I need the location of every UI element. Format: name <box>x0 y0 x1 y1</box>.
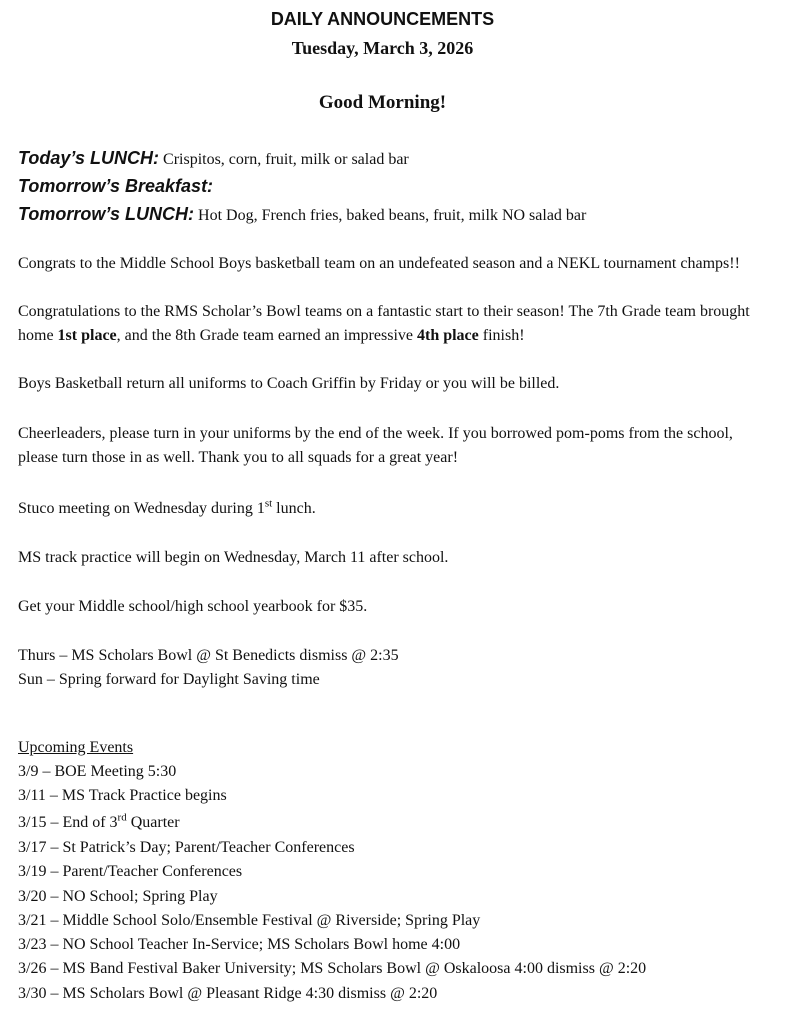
event-item: 3/23 – NO School Teacher In-Service; MS Scholars Bowl home 4:00 <box>18 936 461 953</box>
stuco-notice: Stuco meeting on Wednesday during 1st lunch. <box>18 497 316 517</box>
today-lunch <box>18 146 409 172</box>
scholars-bowl-congrats: Congratulations to the RMS Scholar’s Bowl teams on a fantastic start to their season! The 7th Grade team brought home 1st place, and the 8th Grade team earned an impressive 4th place finish! <box>18 303 750 344</box>
event-item: 3/30 – MS Scholars Bowl @ Pleasant Ridge 4:30 dismiss @ 2:20 <box>18 985 438 1002</box>
greeting: Good Morning! <box>318 92 447 113</box>
document-title: DAILY ANNOUNCEMENTS <box>270 9 495 29</box>
event-item: 3/19 – Parent/Teacher Conferences <box>18 863 243 880</box>
today-lunch-value: Crispitos, corn, fruit, milk or salad bar <box>163 151 409 168</box>
first-place: 1st place <box>57 327 117 344</box>
event-item: 3/17 – St Patrick’s Day; Parent/Teacher Conferences <box>18 839 355 856</box>
tomorrow-lunch <box>18 202 586 228</box>
uniforms-notice: Boys Basketball return all uniforms to Coach Griffin by Friday or you will be billed. <box>18 375 560 392</box>
event-item: 3/20 – NO School; Spring Play <box>18 888 218 905</box>
thurs-notice: Thurs – MS Scholars Bowl @ St Benedicts dismiss @ 2:35 <box>18 647 399 664</box>
tomorrow-breakfast <box>18 174 213 200</box>
tomorrow-lunch-label: Tomorrow’s LUNCH: <box>18 204 195 224</box>
event-item: 3/26 – MS Band Festival Baker University; MS Scholars Bowl @ Oskaloosa 4:00 dismiss @ 2:20 <box>18 960 647 977</box>
event-item: 3/11 – MS Track Practice begins <box>18 787 227 804</box>
upcoming-events-heading: Upcoming Events <box>18 739 134 756</box>
today-lunch-label: Today’s LUNCH: <box>18 148 160 168</box>
document-date: Tuesday, March 3, 2026 <box>291 38 474 58</box>
track-notice: MS track practice will begin on Wednesday, March 11 after school. <box>18 549 449 566</box>
yearbook-notice: Get your Middle school/high school yearbook for $35. <box>18 598 368 615</box>
event-item: 3/21 – Middle School Solo/Ensemble Festival @ Riverside; Spring Play <box>18 912 481 929</box>
event-item: 3/15 – End of 3rd Quarter <box>18 811 180 831</box>
cheer-notice: Cheerleaders, please turn in your uniforms by the end of the week. If you borrowed pom-poms from the school, please turn those in as well. Thank you to all squads for a great year! <box>18 425 733 466</box>
tomorrow-lunch-value: Hot Dog, French fries, baked beans, fruit, milk NO salad bar <box>198 207 587 224</box>
fourth-place: 4th place <box>416 327 479 344</box>
event-item: 3/9 – BOE Meeting 5:30 <box>18 763 177 780</box>
sun-notice: Sun – Spring forward for Daylight Saving time <box>18 671 320 688</box>
tomorrow-breakfast-label: Tomorrow’s Breakfast: <box>18 176 214 196</box>
basketball-congrats: Congrats to the Middle School Boys basketball team on an undefeated season and a NEKL tournament champs!! <box>18 255 740 272</box>
